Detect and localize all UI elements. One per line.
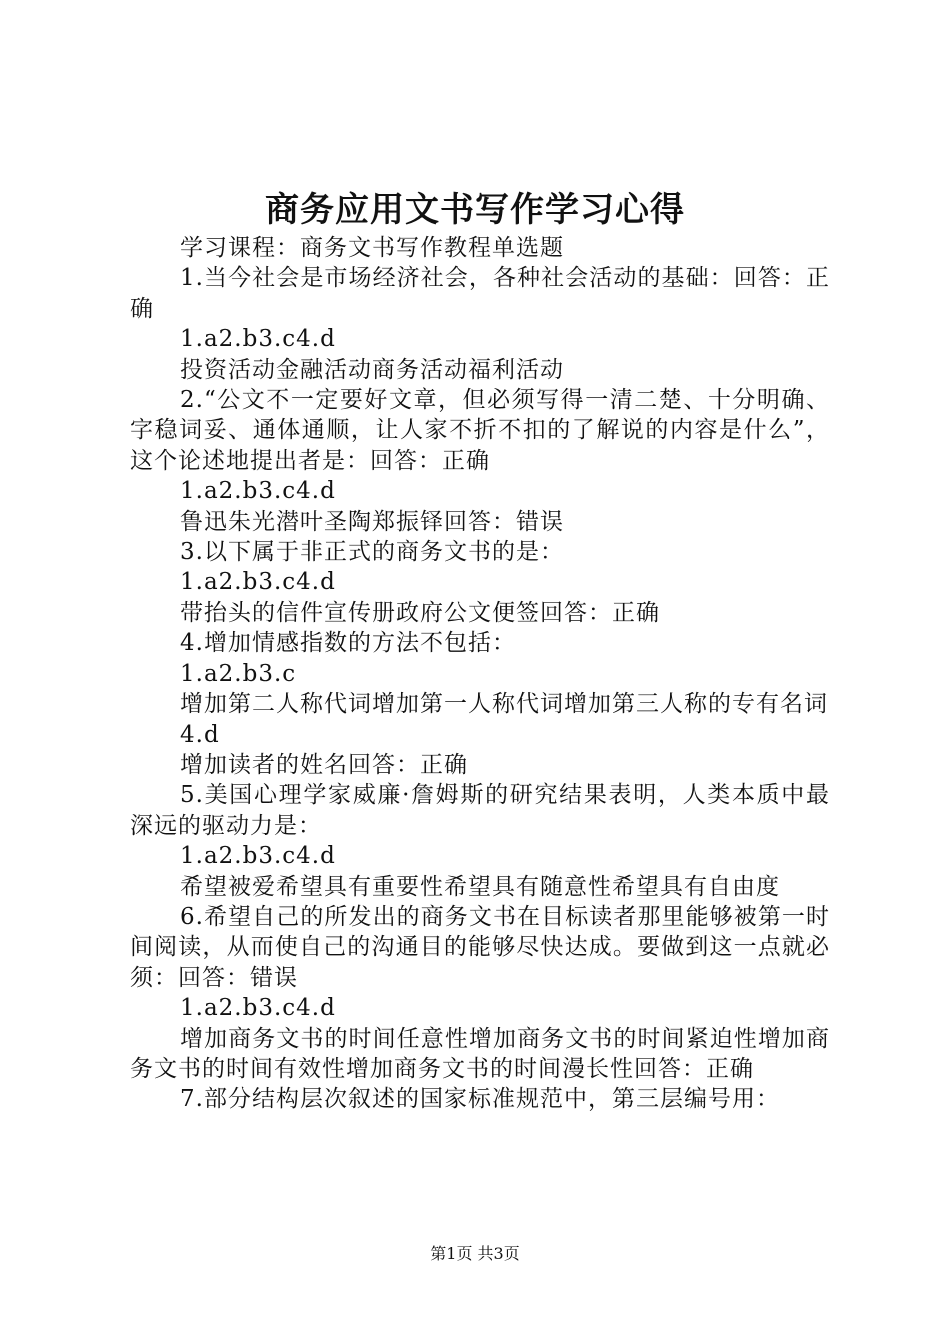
paragraph: 1.a2.b3.c4.d <box>180 843 336 870</box>
paragraph: 4.增加情感指数的方法不包括： <box>180 630 516 657</box>
paragraph: 带抬头的信件宣传册政府公文便签回答：正确 <box>180 599 660 626</box>
paragraph: 增加第二人称代词增加第一人称代词增加第三人称的专有名词 <box>180 691 828 718</box>
paragraph: 1.a2.b3.c <box>180 660 297 687</box>
paragraph: 5.美国心理学家威廉·詹姆斯的研究结果表明，人类本质中最深远的驱动力是： <box>130 782 830 839</box>
paragraph: 1.当今社会是市场经济社会，各种社会活动的基础：回答：正确 <box>130 265 830 322</box>
paragraph: 增加读者的姓名回答：正确 <box>180 751 468 778</box>
page-footer: 第1页 共3页 <box>430 1244 520 1263</box>
document-title: 商务应用文书写作学习心得 <box>265 190 685 230</box>
paragraph: 6.希望自己的所发出的商务文书在目标读者那里能够被第一时间阅读，从而使自己的沟通目的能够尽快达成。要做到这一点就必须：回答：错误 <box>130 903 830 991</box>
paragraph: 1.a2.b3.c4.d <box>180 995 336 1022</box>
paragraph: 希望被爱希望具有重要性希望具有随意性希望具有自由度 <box>180 873 780 900</box>
paragraph: 1.a2.b3.c4.d <box>180 569 336 596</box>
paragraph: 1.a2.b3.c4.d <box>180 478 336 505</box>
paragraph: 学习课程：商务文书写作教程单选题 <box>180 235 564 261</box>
paragraph: 增加商务文书的时间任意性增加商务文书的时间紧迫性增加商务文书的时间有效性增加商务文书的时间漫长性回答：正确 <box>130 1025 830 1082</box>
paragraph: 3.以下属于非正式的商务文书的是： <box>180 539 564 566</box>
document-body <box>130 233 830 1115</box>
paragraph: 4.d <box>180 721 220 748</box>
paragraph: 1.a2.b3.c4.d <box>180 326 336 353</box>
paragraph: 7.部分结构层次叙述的国家标准规范中，第三层编号用： <box>180 1086 780 1113</box>
paragraph: 鲁迅朱光潜叶圣陶郑振铎回答：错误 <box>180 508 564 535</box>
paragraph: 2.“公文不一定要好文章，但必须写得一清二楚、十分明确、字稳词妥、通体通顺，让人家不折不扣的了解说的内容是什么”，这个论述地提出者是：回答：正确 <box>130 387 830 474</box>
paragraph: 投资活动金融活动商务活动福利活动 <box>180 356 564 383</box>
